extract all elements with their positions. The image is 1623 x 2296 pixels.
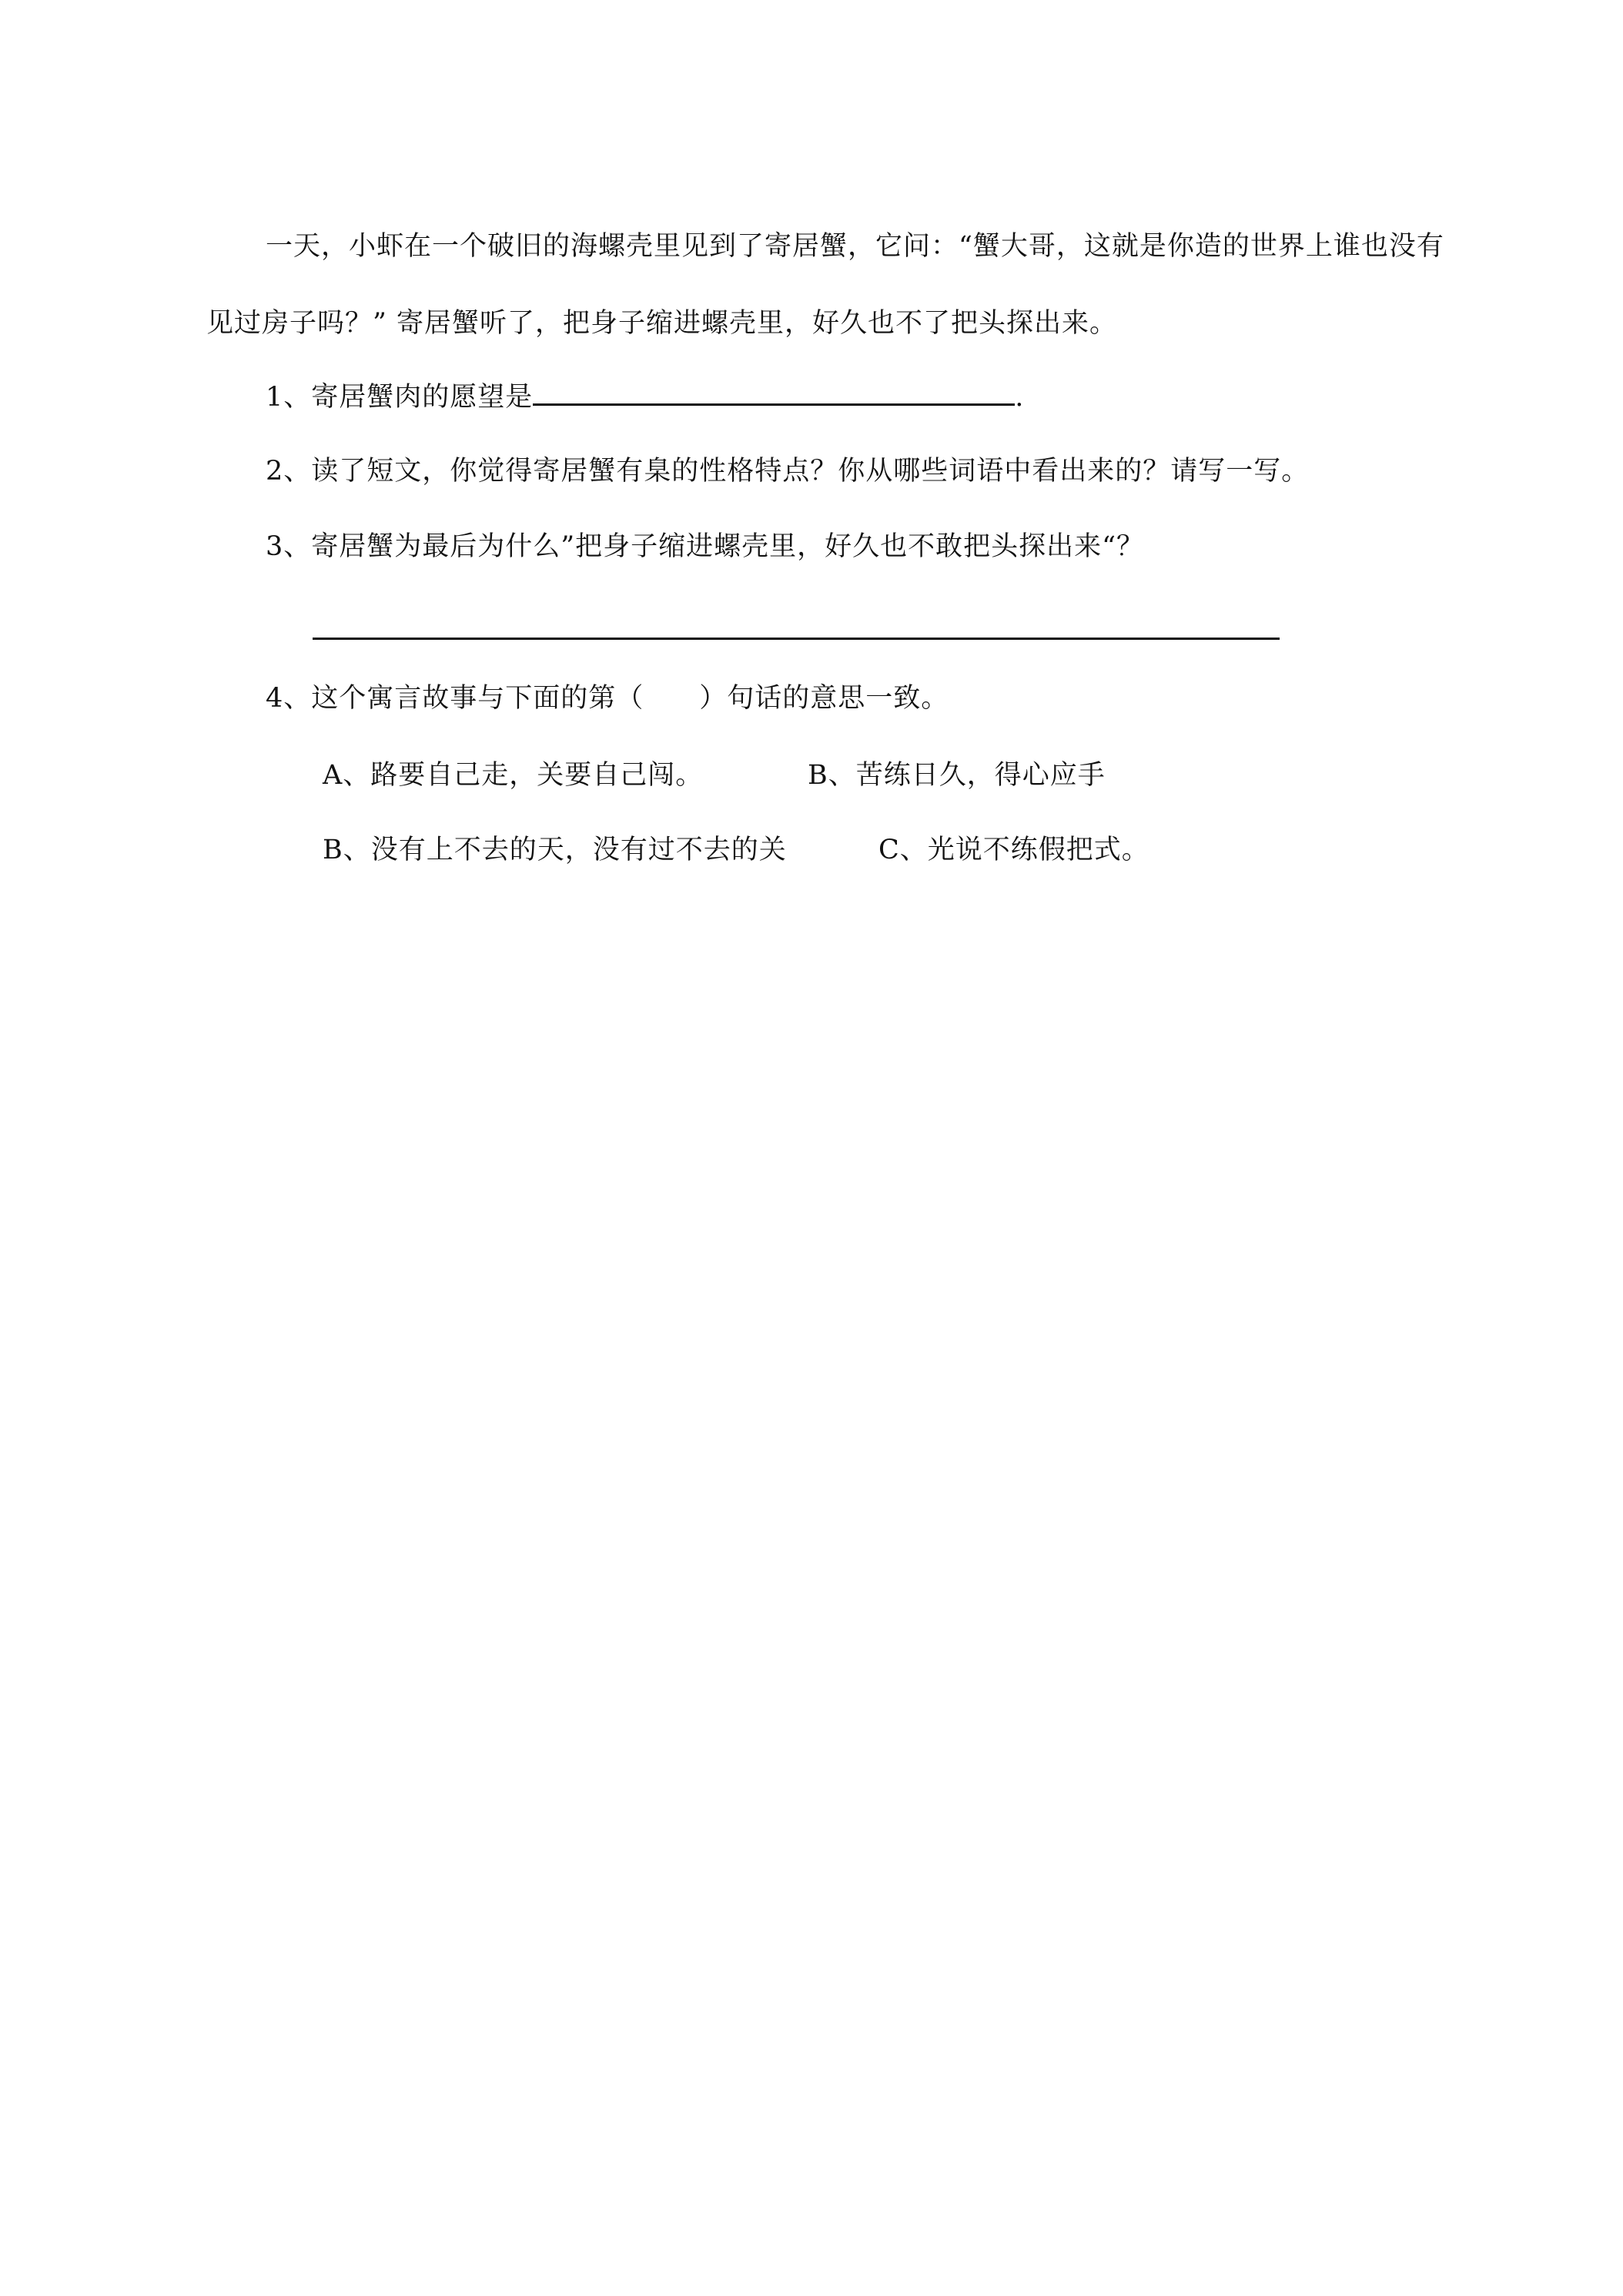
question-2: 2、读了短文，你觉得寄居蟹有臬的性格特点？你从哪些词语中看出来的？请写一写。 <box>266 456 1310 487</box>
question-1 <box>266 380 1024 414</box>
option-b-second: B、没有上不去的天，没有过不去的关 <box>323 835 787 865</box>
passage-line-2: 见过房子吗？” 寄居蟹听了，把身子缩进螺壳里，好久也不了把头探出来。 <box>206 308 1118 339</box>
option-b-first: B、苦练日久，得心应手 <box>808 760 1106 791</box>
question-1-answer-blank[interactable] <box>533 380 1015 406</box>
question-1-period: . <box>1015 382 1025 413</box>
option-c: C、光说不练假把式。 <box>878 835 1149 865</box>
passage-line-1: 一天，小虾在一个破旧的海螺壳里见到了寄居蟹，它问：“蟹大哥，这就是你造的世界上谁也没有 <box>266 231 1444 262</box>
question-3-answer-line[interactable] <box>313 638 1280 640</box>
question-3: 3、寄居蟹为最后为什么”把身子缩进螺壳里，好久也不敢把头探出来“？ <box>266 531 1145 562</box>
question-1-prompt: 1、寄居蟹肉的愿望是 <box>266 382 534 413</box>
question-4: 4、这个寓言故事与下面的第（ ）句话的意思一致。 <box>266 683 949 714</box>
option-a: A、路要自己走，关要自己闯。 <box>323 760 704 791</box>
